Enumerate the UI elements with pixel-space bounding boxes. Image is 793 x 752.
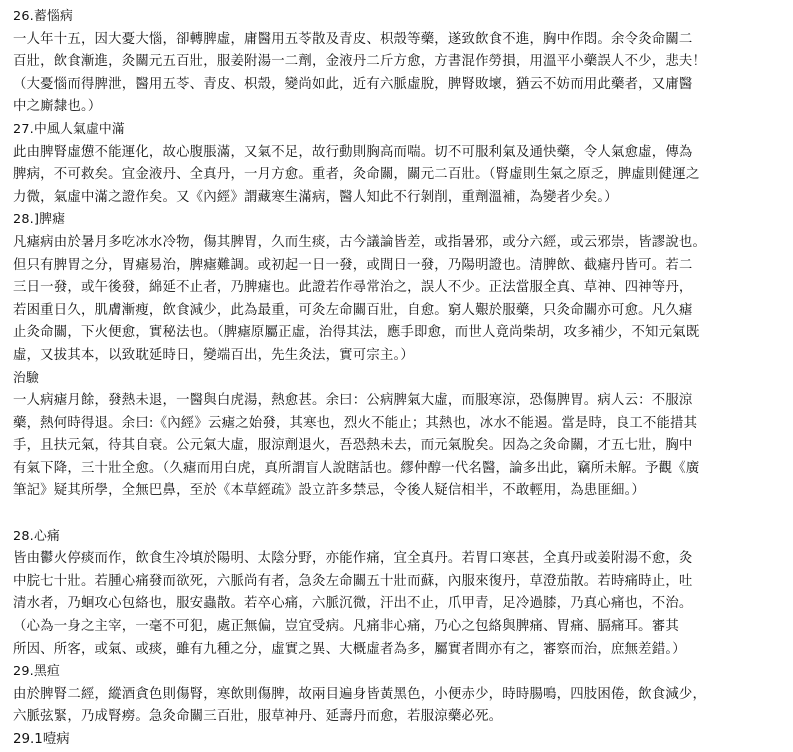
text-line: 脾病，不可救矣。宜金液丹、全真丹，一月方愈。重者，灸命關，關元二百壯。（腎虛則生氣之原乏，脾虛則健運之 xyxy=(13,167,700,183)
text-line: 但只有脾胃之分，胃瘧易治，脾瘧難調。或初起一日一發，或間日一發，乃陽明證也。清脾飲、截瘧丹皆可。若二 xyxy=(13,257,693,273)
text-line: 虛，又拔其本，以致耽延時日，變端百出，先生灸法，實可宗主。） xyxy=(13,347,415,363)
text-line: 此由脾腎虛憊不能運化，故心腹脹滿，又氣不足，故行動則胸高而喘。切不可服利氣及通快藥，令人氣愈虛，傳為 xyxy=(13,144,693,160)
section-heading: 26.蓄惱病 xyxy=(13,9,73,24)
text-line: 中之廝隸也。） xyxy=(13,99,102,115)
section-heading: 治驗 xyxy=(13,370,39,386)
text-line: 藥，熱何時得退。余曰:《內經》云瘧之始發，其寒也，烈火不能止；其熱也，冰水不能遏。當是時，良工不能措其 xyxy=(13,415,698,431)
section-heading: 28.心痛 xyxy=(13,528,60,544)
text-line: 一人病瘧月餘，發熱未退，一醫與白虎湯，熱愈甚。余曰：公病脾氣大虛，而服寒涼，恐傷脾胃。病人云：不服涼 xyxy=(13,393,693,409)
text-line: 有氣下降，三十壯全愈。（久瘧而用白虎，真所謂盲人說瞎話也。繆仲醇一代名醫，論多出此，竊所未解。予觀《廣 xyxy=(13,460,700,476)
text-line: 中脘七十壯。若腫心痛發而欲死，六脈尚有者，急灸左命關五十壯而蘇，內服來復丹，草澄茄散。若時痛時止，吐 xyxy=(13,573,693,589)
text-line: 清水者，乃蛔攻心包絡也，服安蟲散。若卒心痛，六脈沉微，汗出不止，爪甲青，足冷過膝，乃真心痛也，不治。 xyxy=(13,596,693,612)
text-line: 手，且扶元氣，待其自衰。公元氣大虛，服涼劑退火，吾恐熱未去，而元氣脫矣。因為之灸命關，才五七壯，胸中 xyxy=(13,438,693,454)
text-line: 筆記》疑其所學，全無巴鼻，至於《本草經疏》設立許多禁忌，令後人疑信相半，不敢輕用，為患匪細。） xyxy=(13,483,646,499)
text-line: 若困重日久，肌膚漸瘦，飲食減少，此為最重，可灸左命關百壯，自愈。窮人艱於服藥，只灸命關亦可愈。凡久瘧 xyxy=(13,302,693,318)
text-line: 六脈弦緊，乃成腎癆。急灸命關三百壯，服草神丹、延壽丹而愈，若服涼藥必死。 xyxy=(13,709,503,725)
section-heading-partial: 29.1噎病 xyxy=(13,732,70,747)
text-line: （大憂惱而得脾泄，醫用五苓、青皮、枳殼，變尚如此，近有六脈虛脫，脾腎敗壞，猶云不妨而用此藥者，又庸醫 xyxy=(13,76,693,92)
text-line: （心為一身之主宰，一毫不可犯，處正無偏，豈宜受病。凡痛非心痛，乃心之包絡與脾痛、胃痛、膈痛耳。審其 xyxy=(13,619,679,635)
blank-line xyxy=(13,503,781,526)
text-line: 所因、所客，或氣、或痰，雖有九種之分，虛實之異、大概虛者為多，屬實者間亦有之，審察而治，庶無差錯。） xyxy=(13,641,686,657)
text-line: 一人年十五，因大憂大惱，卻轉脾虛，庸醫用五苓散及青皮、枳殼等藥，遂致飲食不進，胸中作悶。余令灸命關二 xyxy=(13,31,693,47)
text-line: 三日一發，或午後發，綿延不止者，乃脾瘧也。此證若作尋常治之，誤人不少。正法當服全真、草神、四神等丹， xyxy=(13,280,693,296)
section-heading: 28.]脾瘧 xyxy=(13,212,66,228)
text-line: 由於脾腎二經，縱酒貪色則傷腎，寒飲則傷脾，故兩目遍身皆黃黑色，小便赤少，時時腸鳴，四肢困倦，飲食減少， xyxy=(13,686,707,702)
text-line: 力微，氣虛中滿之證作矣。又《內經》謂藏寒生滿病，醫人知此不行剝削，重劑溫補，為變者少矣。） xyxy=(13,189,618,205)
text-line: 凡瘧病由於暑月多吃冰水冷物，傷其脾胃，久而生痰，古今議論皆差，或指暑邪，或分六經，或云邪崇，皆謬說也。 xyxy=(13,234,707,250)
text-line: 皆由鬱火停痰而作，飲食生冷填於陽明、太陰分野，亦能作痛，宜全真丹。若胃口寒甚，全真丹或姜附湯不愈，灸 xyxy=(13,551,693,567)
section-heading: 29.黑疸 xyxy=(13,664,60,680)
text-line: 百壯，飲食漸進，灸關元五百壯，服姜附湯一二劑，金液丹二斤方愈，方書混作勞損，用溫平小藥誤人不少，悲夫！ xyxy=(13,54,707,70)
document-body xyxy=(13,6,781,747)
text-line: 止灸命關，下火便愈，實秘法也。（脾瘧原屬正虛，治得其法，應手即愈，而世人竟尚柴胡，攻多補少，不知元氣既 xyxy=(13,325,700,341)
section-heading: 27.中風人氣虛中滿 xyxy=(13,121,125,137)
